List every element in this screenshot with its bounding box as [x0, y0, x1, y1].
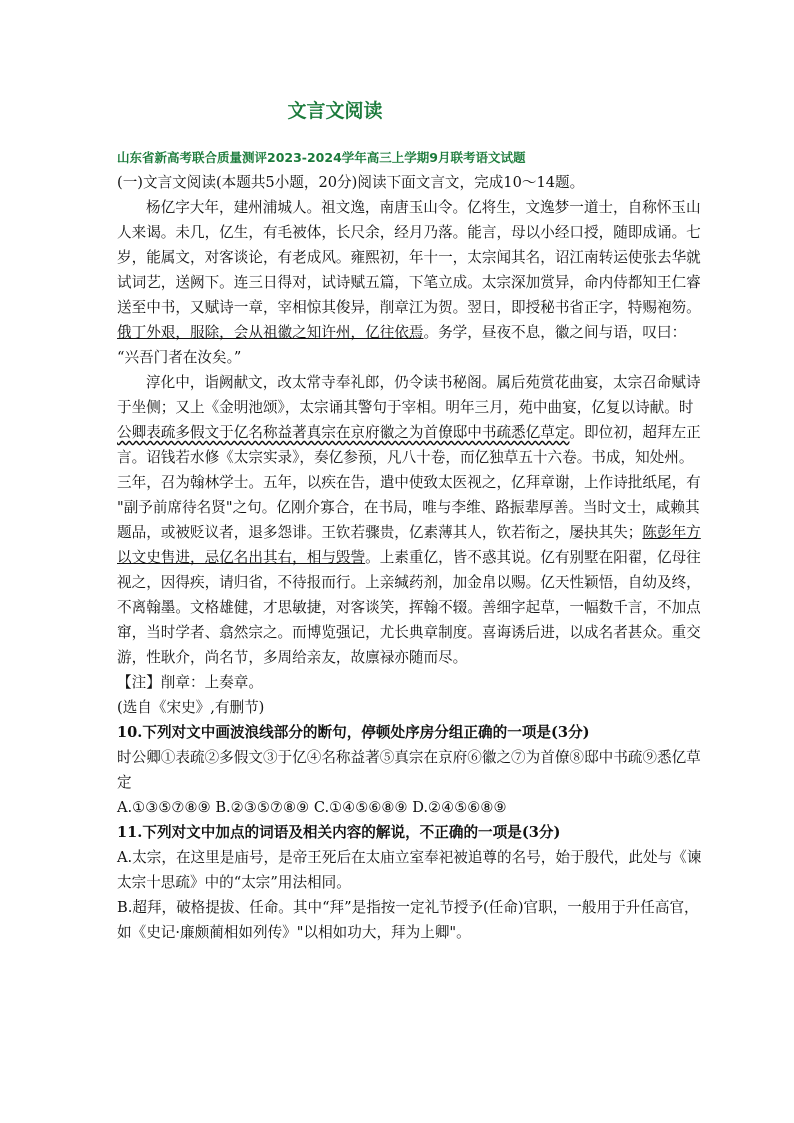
line-text: (一)文言文阅读(本题共5小题，20分)阅读下面文言文，完成10～14题。 — [117, 174, 585, 191]
text-line — [117, 470, 701, 495]
text-line — [117, 720, 679, 745]
line-text: “兴吾门者在汝矣。” — [117, 349, 242, 366]
line-text: 言。诏钱若水修《太宗实录》，奏亿参预，凡八十卷，而亿独草五十六卷。书成，知处州。 — [117, 449, 694, 466]
text-line — [117, 595, 701, 620]
text-line — [117, 895, 699, 920]
line-text: 【注】削章：上奏章。 — [117, 674, 263, 691]
line-text: A.太宗，在这里是庙号，是帝王死后在太庙立室奉祀被追尊的名号，始于殷代，此处与《谏 — [117, 849, 702, 866]
line-text: 11.下列对文中加点的词语及相关内容的解说，不正确的一项是(3分) — [117, 824, 561, 841]
text-line — [117, 870, 679, 895]
text-line — [117, 920, 679, 945]
text-line — [117, 170, 679, 195]
text-line — [117, 795, 679, 820]
text-line — [117, 245, 701, 270]
text-line — [117, 670, 679, 695]
text-line — [117, 545, 701, 570]
line-text: 定 — [117, 774, 132, 791]
text-line — [117, 370, 701, 395]
line-text: A.①③⑤⑦⑧⑨ B.②③⑤⑦⑧⑨ C.①④⑤⑥⑧⑨ D.②④⑤⑥⑧⑨ — [117, 799, 507, 816]
text-line — [117, 845, 702, 870]
wavy-underlined-text: 公卿表疏多假文于亿名称益著真宗在京府徽之为首僚邸中书疏悉亿草定 — [117, 424, 570, 441]
line-text: 人来谒。未几，亿生，有毛被体，长尺余，经月乃落。能言，母以小经口授，随即成诵。七 — [117, 224, 701, 241]
text-line — [117, 820, 679, 845]
text-line — [117, 695, 679, 720]
page-title: 文言文阅读 — [287, 100, 383, 122]
underlined-text: 以文史售进，忌亿名出其右，相与毁訾 — [117, 549, 366, 566]
text-line — [117, 320, 687, 345]
line-text: 。上素重亿，皆不惑其说。亿有别墅在阳翟，亿母往 — [365, 549, 701, 566]
text-line — [117, 620, 701, 645]
line-text: 视之，因得疾，请归省，不待报而行。上亲缄药剂，加金帛以赐。亿天性颖悟，自幼及终， — [117, 574, 701, 591]
underlined-text: 俄丁外艰，服除，会从祖徽之知许州，亿往依焉 — [117, 324, 424, 341]
line-text: 如《史记·廉颇蔺相如列传》"以相如功大，拜为上卿"。 — [117, 924, 471, 941]
line-text: 10.下列对文中画波浪线部分的断句，停顿处序房分组正确的一项是(3分) — [117, 724, 590, 741]
text-line — [117, 645, 679, 670]
text-line — [117, 420, 701, 445]
line-text: 题品，或被贬议者，退多怨诽。王钦若骤贵，亿素薄其人，钦若衔之，屡抉其失； — [117, 524, 643, 541]
line-text: 不离翰墨。文格雄健，才思敏捷，对客谈笑，挥翰不辍。善细字起草，一幅数千言，不加点 — [117, 599, 701, 616]
passage-body — [117, 170, 702, 945]
line-text: 试词艺，送阙下。连三日得对，试诗赋五篇，下笔立成。太宗深加赏异，命内侍都知王仁睿 — [117, 274, 701, 291]
line-text: 时公卿①表疏②多假文③于亿④名称益著⑤真宗在京府⑥徽之⑦为首僚⑧邸中书疏⑨悉亿草 — [117, 749, 701, 766]
line-text: 游，性耿介，尚名节，多周给亲友，故廪禄亦随而尽。 — [117, 649, 468, 666]
line-text: 。即位初，超拜左正 — [569, 424, 701, 441]
text-line — [117, 195, 701, 220]
text-line — [117, 395, 694, 420]
exam-source: 山东省新高考联合质量测评2023-2024学年高三上学期9月联考语文试题 — [117, 150, 526, 165]
line-text: 太宗十思疏》中的“太宗”用法相同。 — [117, 874, 351, 891]
text-line — [117, 495, 700, 520]
line-text: 窜，当时学者、翕然宗之。而博览强记，尤长典章制度。喜诲诱后进，以成名者甚众。重交 — [117, 624, 701, 641]
line-text: B.超拜，破格提拔、任命。其中“拜”是指按一定礼节授予(任命)官职，一般用于升任高官， — [117, 899, 699, 916]
text-line — [117, 220, 701, 245]
text-line — [117, 345, 679, 370]
text-line — [117, 745, 701, 770]
line-text: 。务学，昼夜不息，徽之间与语，叹曰： — [423, 324, 687, 341]
line-text: 三年，召为翰林学士。五年，以疾在告，遣中使致太医视之，亿拜章谢，上作诗批纸尾，有 — [117, 474, 701, 491]
underlined-text: 陈彭年方 — [642, 524, 701, 541]
line-text: 岁，能属文，对客谈论，有老成风。雍熙初，年十一，太宗闻其名，诏江南转运使张去华就 — [117, 249, 701, 266]
line-text: 于坐侧；又上《金明池颂》，太宗诵其警句于宰相。明年三月，苑中曲宴，亿复以诗献。时 — [117, 399, 694, 416]
text-line — [117, 770, 679, 795]
line-text: 送至中书，又赋诗一章，宰相惊其俊异，削章江为贺。翌日，即授秘书省正字，特赐袍笏。 — [117, 299, 701, 316]
line-text: 杨亿字大年，建州浦城人。祖文逸，南唐玉山令。亿将生，文逸梦一道士，自称怀玉山 — [146, 199, 701, 216]
text-line — [117, 295, 701, 320]
line-text: "副予前席待名贤"之句。亿刚介寡合，在书局，唯与李维、路振辈厚善。当时文士，咸赖其 — [117, 499, 700, 516]
line-text: 淳化中，诣阙献文，改太常寺奉礼郎，仍令读书秘阁。属后苑赏花曲宴，太宗召命赋诗 — [146, 374, 701, 391]
text-line — [117, 445, 694, 470]
text-line — [117, 570, 701, 595]
line-text: (选自《宋史》,有删节) — [117, 699, 265, 716]
text-line — [117, 520, 701, 545]
text-line — [117, 270, 701, 295]
